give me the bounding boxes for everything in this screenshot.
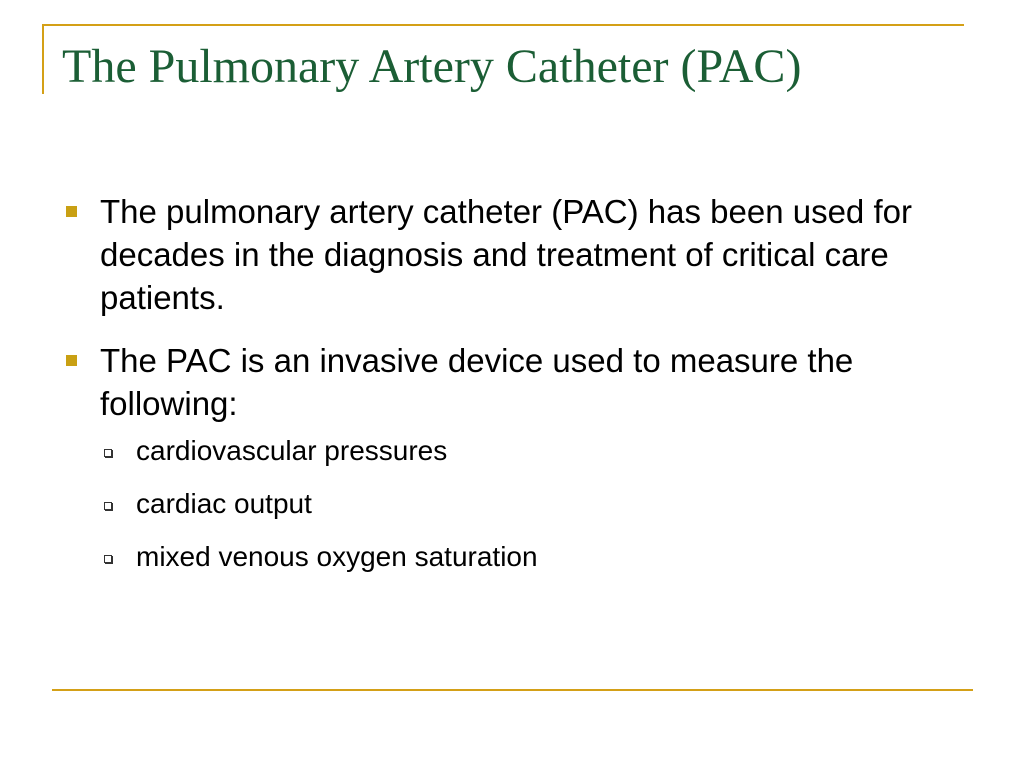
sub-bullet-text: mixed venous oxygen saturation: [136, 541, 538, 572]
title-frame-top-rule: [42, 24, 964, 26]
bullet-text: The PAC is an invasive device used to measure the following:: [100, 342, 854, 422]
sub-bullet-text: cardiac output: [136, 488, 312, 519]
slide-body: [62, 190, 962, 592]
bullet-item: [62, 190, 962, 319]
square-bullet-icon: [66, 206, 77, 217]
hollow-square-bullet-icon: [104, 449, 112, 457]
footer-rule: [52, 689, 973, 691]
sub-bullet-item: [62, 539, 962, 575]
sub-bullet-text: cardiovascular pressures: [136, 435, 448, 466]
slide-title: The Pulmonary Artery Catheter (PAC): [62, 40, 802, 93]
sub-bullet-list: [62, 433, 962, 575]
hollow-square-bullet-icon: [104, 555, 112, 563]
hollow-square-bullet-icon: [104, 502, 112, 510]
sub-bullet-item: [62, 433, 962, 469]
sub-bullet-item: [62, 486, 962, 522]
title-frame-left-rule: [42, 24, 44, 94]
bullet-item: [62, 339, 962, 425]
square-bullet-icon: [66, 355, 77, 366]
bullet-text: The pulmonary artery catheter (PAC) has been used for decades in the diagnosis and treatment of critical care patients.: [100, 193, 912, 316]
